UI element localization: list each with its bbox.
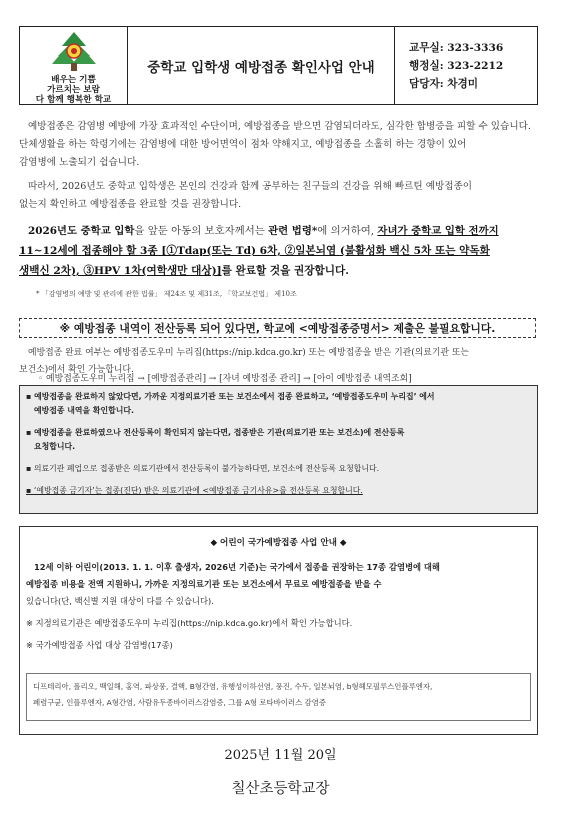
info-line-2: 예방접종 비용을 전액 지원하니, 가까운 지정의료기관 또는 보건소에서 무료로 예방접종을 받을 수 — [26, 579, 382, 589]
middle-school-entry: 년도 중학교 입학 — [56, 225, 135, 237]
recommend-text: 를 완료할 것을 권장합니다. — [221, 265, 349, 277]
header-table — [19, 26, 538, 105]
paragraph-3-line-1 — [28, 222, 550, 240]
info-line-4: ※ 지정의료기관은 예방접종도우미 누리집(https://nip.kdca.go.kr)에서 확인 가능합니다. — [26, 618, 353, 628]
year-2026: 2026 — [28, 225, 57, 237]
paragraph-1-line-3: 감염병에 노출되기 쉽습니다. — [19, 157, 140, 168]
paragraph-3-line-3 — [19, 262, 541, 280]
issue-date: 2025년 11월 20일 — [224, 748, 337, 763]
guardian-text: 을 앞둔 아동의 보호자께서는 — [134, 225, 269, 237]
paragraph-2-line-2: 없는지 확인하고 예방접종을 완료할 것을 권장합니다. — [19, 199, 242, 210]
disease-list-line-2: 폐렴구균, 인플루엔자, A형간염, 사람유두종바이러스감염증, 그룹 A형 로타바이러스 감염증 — [33, 698, 326, 707]
guide-item-4: ▪ ‘예방접종 금기자’는 접종(진단) 받은 의료기관에 <예방접종 금기사유>를 전산등록 요청합니다. — [26, 486, 363, 495]
info-line-5: ※ 국가예방접종 사업 대상 감염병(17종) — [26, 640, 173, 650]
related-law: 관련 법령* — [268, 225, 318, 237]
guide-item-1-line-1: ▪ 예방접종을 완료하지 않았다면, 가까운 지정의료기관 또는 보건소에서 접종 완료하고, ‘예방접종도우미 누리집’ 에서 — [26, 392, 435, 401]
disease-list-line-1: 디프테리아, 폴리오, 백일해, 홍역, 파상풍, 결핵, B형간염, 유행성이하선염, 풍진, 수두, 일본뇌염, b형헤모필루스인플루엔자, — [33, 682, 433, 691]
contact-office: 교무실: 323-3336 — [409, 41, 504, 54]
school-logo-cell — [20, 27, 128, 104]
guide-item-2-line-1: ▪ 예방접종을 완료하였으나 전산등록이 확인되지 않는다면, 접종받은 기관(의료기관 또는 보건소)에 전산등록 — [26, 428, 405, 437]
action-guide-box — [19, 385, 538, 514]
motto-line-3: 다 함께 행복한 학교 — [35, 95, 112, 105]
disease-list-box — [26, 673, 531, 721]
vaccine-list-1: 11~12세에 접종해야 할 3종 [①Tdap(또는 Td) 6차, ②일본뇌염 (불활성화 백신 5차 또는 약독화 — [19, 245, 490, 257]
contact-admin: 행정실: 323-2212 — [409, 59, 504, 72]
contact-info — [395, 27, 537, 104]
lookup-path: ◦ 예방접종도우미 누리집 → [예방접종관리] → [자녀 예방접종 관리] → [아이 예방접종 내역조회] — [38, 374, 412, 384]
info-title: ◆ 어린이 국가예방접종 사업 안내 ◆ — [210, 538, 347, 548]
paragraph-3-line-2 — [19, 242, 541, 260]
school-principal: 칠산초등학교장 — [231, 781, 330, 797]
info-line-1: 12세 이하 어린이(2013. 1. 1. 이후 출생자, 2026년 기준)는 국가에서 접종을 권장하는 17종 감염병에 대해 — [34, 562, 440, 572]
before-entry-text: 자녀가 중학교 입학 전까지 — [377, 225, 499, 237]
law-footnote: * 「감염병의 예방 및 관리에 관한 법률」 제24조 및 제31조, 「학교보건법」 제10조 — [36, 290, 297, 298]
guide-item-1-line-2: 예방접종 내역을 확인합니다. — [34, 406, 134, 415]
page-title: 중학교 입학생 예방접종 확인사업 안내 — [128, 27, 395, 104]
certificate-alert: ※ 예방접종 내역이 전산등록 되어 있다면, 학교에 <예방접종증명서> 제출은 불필요합니다. — [19, 318, 536, 338]
paragraph-1-line-1: 예방접종은 감염병 예방에 가장 효과적인 수단이며, 예방접종을 받으면 감염되더라도, 심각한 합병증을 피할 수 있습니다. — [28, 121, 531, 132]
contact-person: 담당자: 차경미 — [409, 77, 478, 90]
according-text: 에 의거하여, — [317, 225, 378, 237]
paragraph-4-line-2: 보건소)에서 확인 가능합니다. — [19, 365, 134, 375]
guide-item-3: ▪ 의료기관 폐업으로 접종받은 의료기관에서 전산등록이 불가능하다면, 보건소에 전산등록 요청합니다. — [26, 464, 380, 473]
paragraph-2-line-1: 따라서, 2026년도 중학교 입학생은 본인의 건강과 함께 공부하는 친구들의 건강을 위해 빠르틴 예방접종이 — [28, 181, 473, 192]
motto-line-1: 배우는 기쁨 — [51, 75, 96, 85]
guide-item-2-line-2: 요청합니다. — [34, 442, 76, 451]
school-emblem-icon — [46, 30, 102, 74]
info-line-3: 있습니다(단, 백신별 지원 대상이 다를 수 있습니다). — [26, 596, 214, 606]
vaccine-list-2: 생백신 2차), ③HPV 1차(여학생만 대상)] — [19, 265, 222, 277]
motto-line-2: 가르치는 보람 — [47, 85, 100, 95]
national-vaccination-box — [19, 526, 538, 735]
paragraph-1-line-2: 단체생활을 하는 학령기에는 감염병에 대한 방어면역이 점차 약해지고, 예방접종을 소홀히 하는 경향이 있어 — [19, 139, 467, 150]
paragraph-4-line-1: 예방접종 완료 여부는 예방접종도우미 누리집(https://nip.kdca.go.kr) 또는 예방접종을 받은 기관(의료기관 또는 — [28, 348, 469, 358]
